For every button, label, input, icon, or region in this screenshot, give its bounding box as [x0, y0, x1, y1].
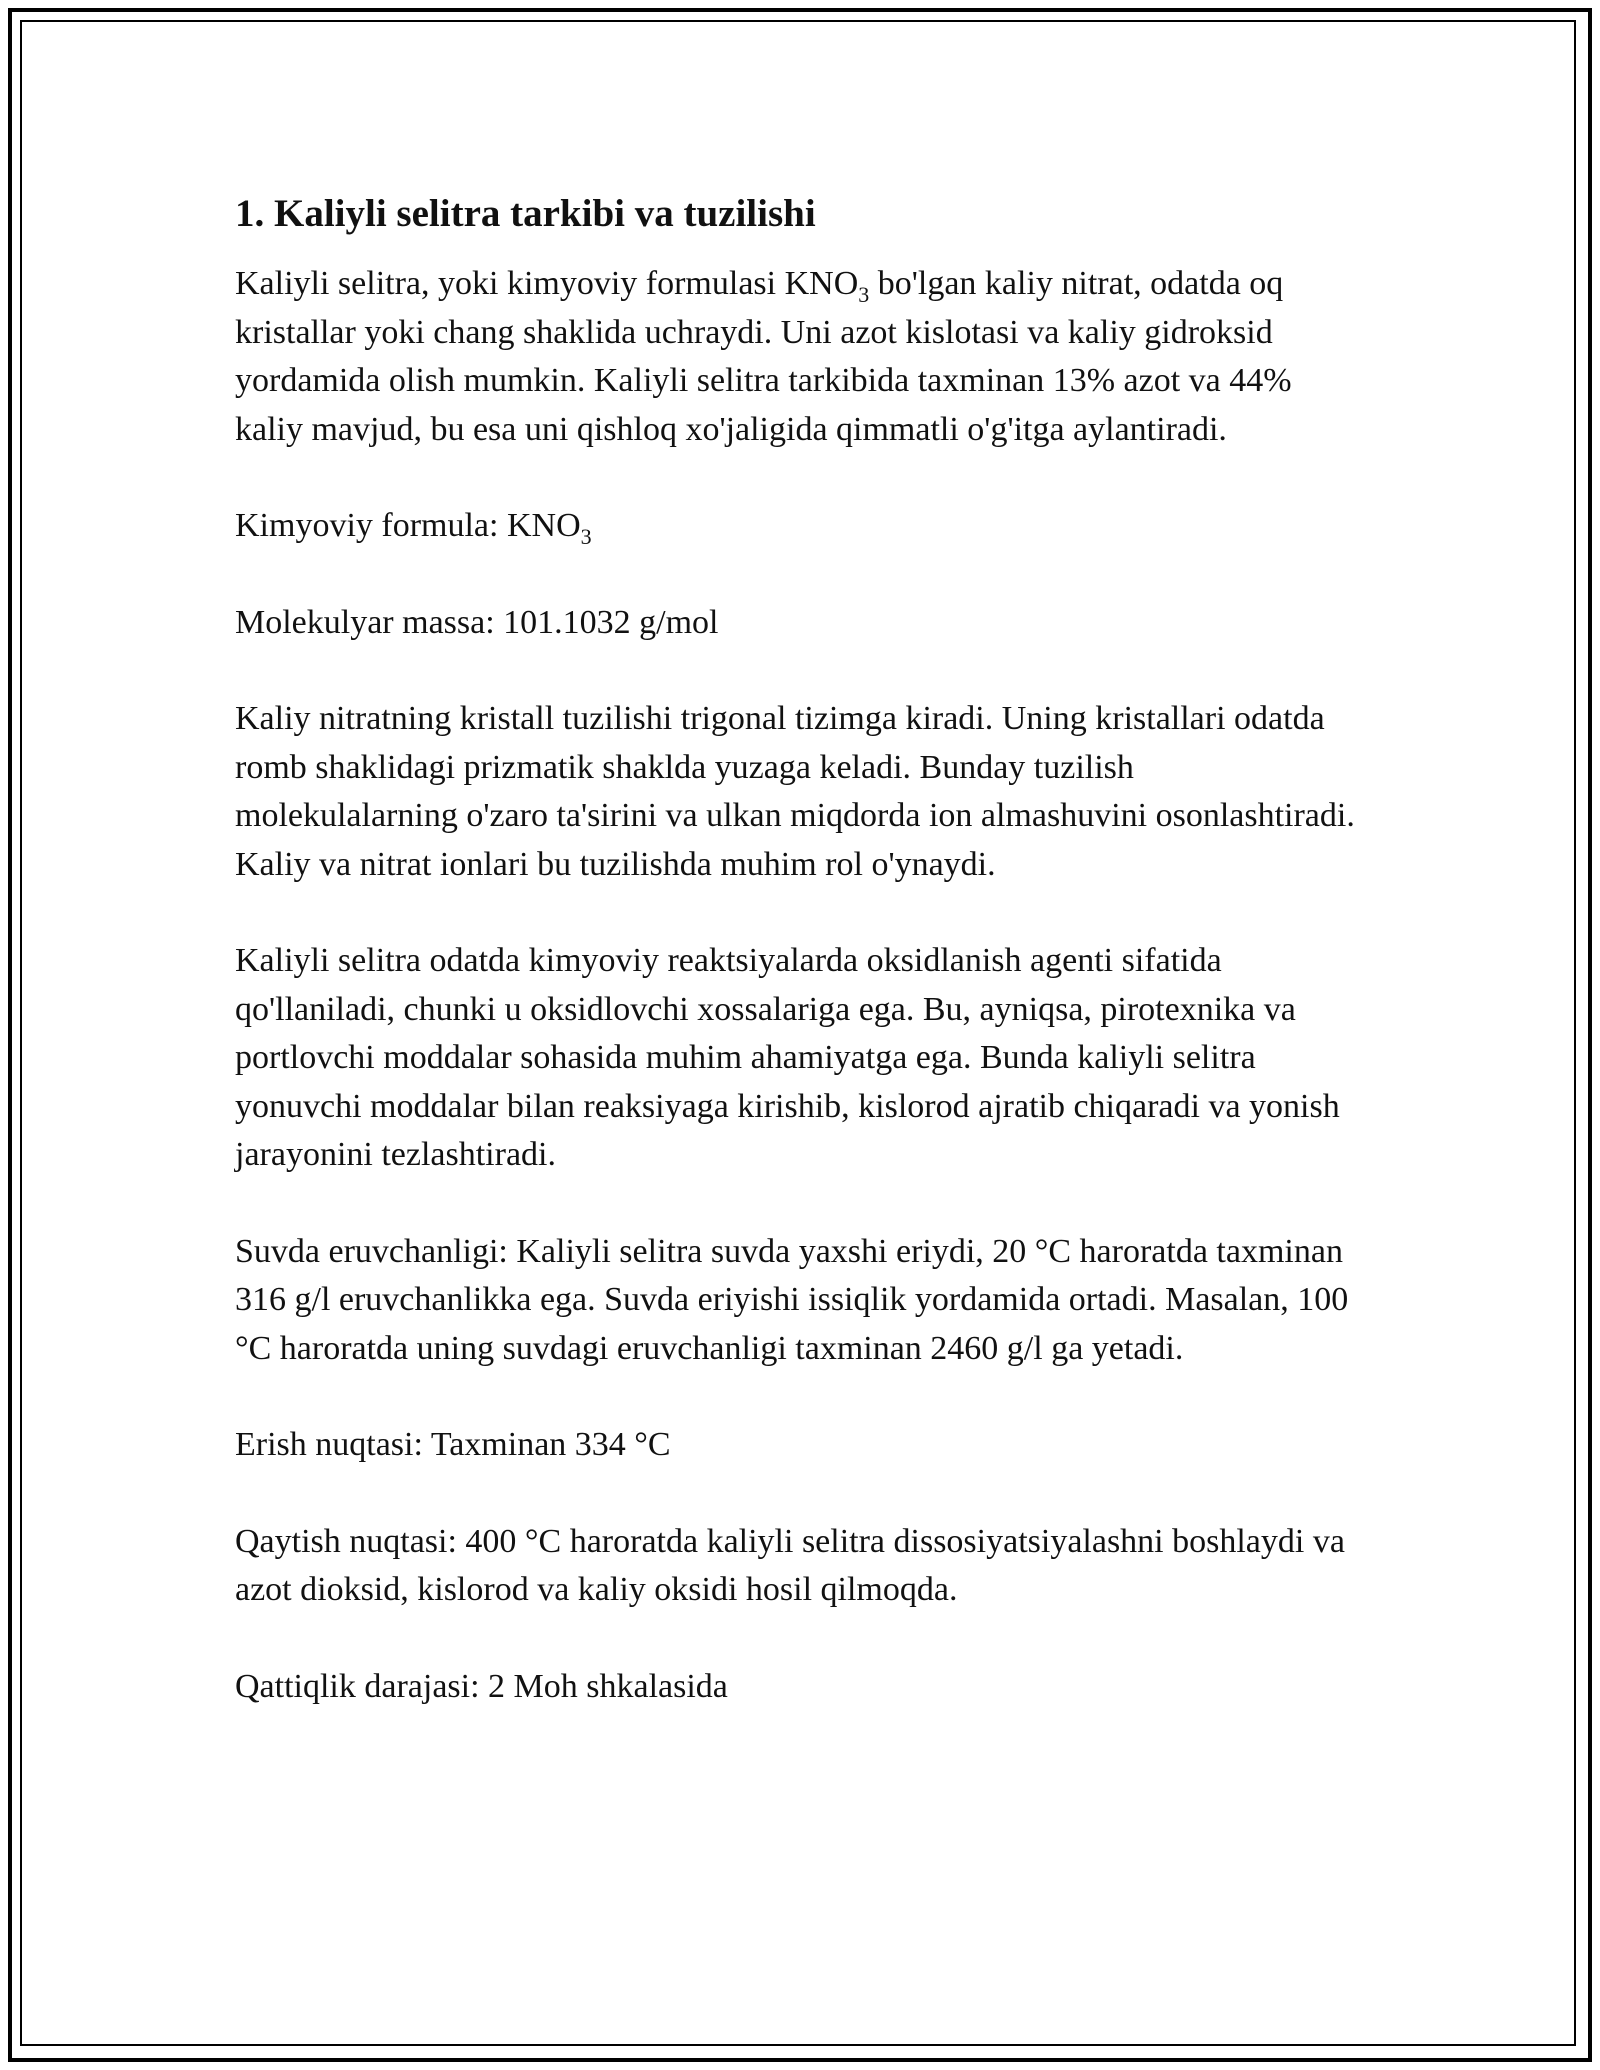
section-heading: 1. Kaliyli selitra tarkibi va tuzilishi [235, 192, 816, 235]
solubility-paragraph: Suvda eruvchanligi: Kaliyli selitra suvda yaxshi eriydi, 20 °C haroratda taxminan 316 g/l eruvchanlikka ega. Suvda eriyishi issiqlik yordamida ortadi. Masalan, 100 °C haroratda uning suvdagi eruvchanligi taxminan 2460 g/l ga yetadi. [235, 1232, 1349, 1367]
structure-paragraph: Kaliy nitratning kristall tuzilishi trigonal tizimga kiradi. Uning kristallari odatda romb shaklidagi prizmatik shaklda yuzaga keladi. Bunday tuzilish molekulalarning o'zaro ta'sirini va ulkan miqdorda ion almashuvini osonlashtiradi. Kaliy va nitrat ionlari bu tuzilishda muhim rol o'ynaydi. [235, 700, 1355, 883]
chemical-formula-line [235, 502, 1365, 551]
formula-label: Kimyoviy formula: KNO [235, 507, 581, 544]
oxidizer-paragraph: Kaliyli selitra odatda kimyoviy reaktsiyalarda oksidlanish agenti sifatida qo'llaniladi, chunki u oksidlovchi xossalariga ega. Bu, ayniqsa, pirotexnika va portlovchi moddalar sohasida muhim ahamiyatga ega. Bunda kaliyli selitra yonuvchi moddalar bilan reaksiyaga kirishib, kislorod ajratib chiqaradi va yonish jarayonini tezlashtiradi. [235, 942, 1340, 1173]
intro-text-part2: bo'lgan kaliy nitrat, odatda oq kristallar yoki chang shaklida uchraydi. Uni azot kislotasi va kaliy gidroksid yordamida olish mumkin. Kaliyli selitra tarkibida taxminan 13% azot va 44% kaliy mavjud, bu esa uni qishloq xo'jaligida qimmatli o'g'itga aylantiradi. [235, 265, 1292, 448]
formula-subscript: 3 [580, 524, 592, 549]
intro-text-part1: Kaliyli selitra, yoki kimyoviy formulasi KNO [235, 265, 859, 302]
document-content [235, 188, 1365, 1759]
boiling-point-paragraph: Qaytish nuqtasi: 400 °C haroratda kaliyli selitra dissosiyatsiyalashni boshlaydi va azot dioksid, kislorod va kaliy oksidi hosil qilmoqda. [235, 1522, 1345, 1608]
intro-subscript: 3 [858, 282, 870, 307]
intro-paragraph [235, 260, 1365, 454]
hardness-line: Qattiqlik darajasi: 2 Moh shkalasida [235, 1667, 728, 1705]
melting-point-line: Erish nuqtasi: Taxminan 334 °C [235, 1426, 671, 1463]
molecular-mass-line: Molekulyar massa: 101.1032 g/mol [235, 603, 719, 641]
